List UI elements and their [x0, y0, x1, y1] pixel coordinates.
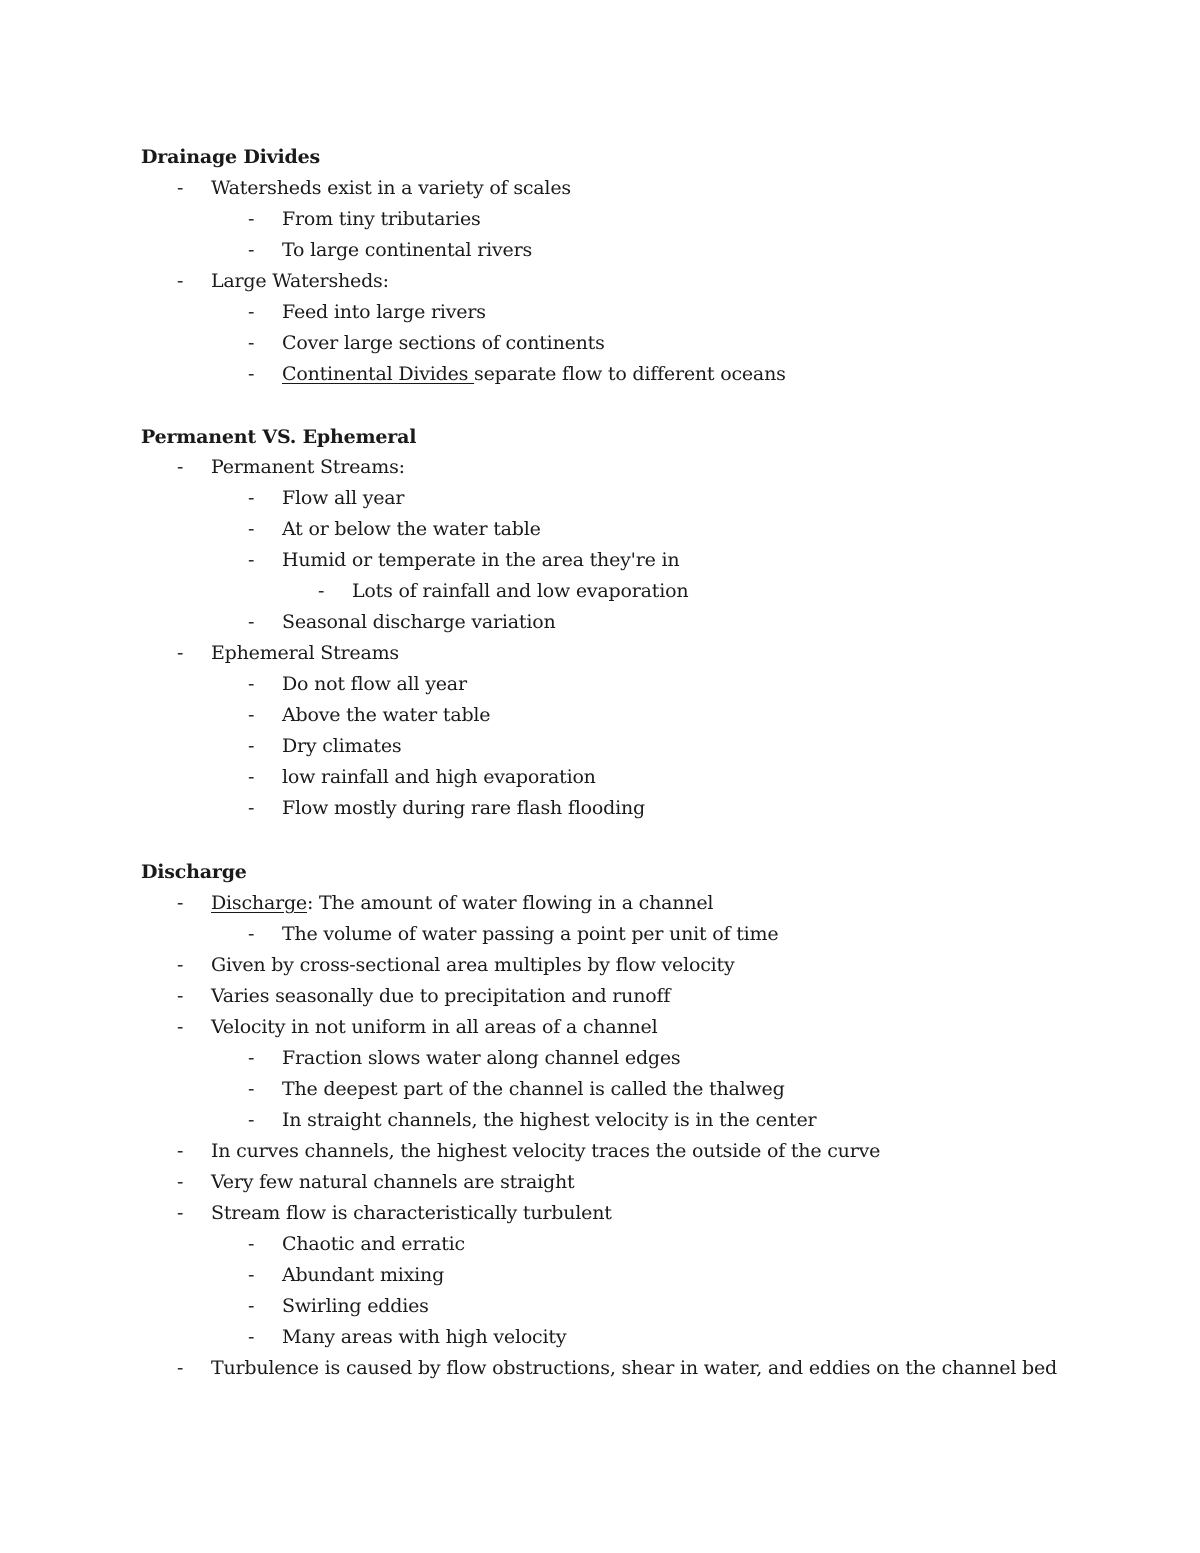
- list-item: [0, 796, 1200, 820]
- bullet-dash: -: [248, 301, 255, 323]
- list-item: [0, 517, 1200, 541]
- bullet-dash: -: [177, 642, 184, 664]
- list-item-text: Many areas with high velocity: [282, 1326, 567, 1348]
- list-item: [0, 579, 1200, 603]
- bullet-dash: -: [177, 1016, 184, 1038]
- bullet-dash: -: [248, 1233, 255, 1255]
- list-item-text: [211, 891, 713, 915]
- list-item: [0, 1139, 1200, 1163]
- list-item-text: Dry climates: [282, 735, 402, 757]
- list-item-text: Above the water table: [282, 704, 491, 726]
- list-item-text: Watersheds exist in a variety of scales: [211, 177, 571, 199]
- list-item: [0, 1263, 1200, 1287]
- list-item: [0, 922, 1200, 946]
- bullet-dash: -: [248, 549, 255, 571]
- list-item-text: From tiny tributaries: [282, 208, 481, 230]
- list-item: [0, 641, 1200, 665]
- bullet-dash: -: [177, 892, 184, 914]
- list-item-text: Varies seasonally due to precipitation and runoff: [211, 985, 671, 1007]
- bullet-dash: -: [177, 985, 184, 1007]
- list-item-text: Swirling eddies: [282, 1295, 429, 1317]
- list-item: [0, 1077, 1200, 1101]
- list-item: [0, 486, 1200, 510]
- bullet-dash: -: [248, 363, 255, 385]
- bullet-dash: -: [248, 1109, 255, 1131]
- bullet-dash: -: [177, 270, 184, 292]
- list-item-text: Ephemeral Streams: [211, 642, 399, 664]
- list-item: [0, 300, 1200, 324]
- list-item-text: Flow mostly during rare flash flooding: [282, 797, 645, 819]
- list-item: [0, 1294, 1200, 1318]
- bullet-dash: -: [248, 1047, 255, 1069]
- list-item: [0, 1108, 1200, 1132]
- bullet-dash: -: [177, 954, 184, 976]
- list-item-text: The deepest part of the channel is called the thalweg: [282, 1078, 785, 1100]
- bullet-dash: -: [248, 518, 255, 540]
- bullet-dash: -: [177, 1357, 184, 1379]
- list-item-text: Abundant mixing: [282, 1264, 445, 1286]
- list-item-text: Do not flow all year: [282, 673, 467, 695]
- list-item: [0, 176, 1200, 200]
- section-heading-discharge: Discharge: [141, 861, 247, 883]
- list-item: [0, 734, 1200, 758]
- list-item-text: Turbulence is caused by flow obstructions, shear in water, and eddies on the channel bed: [211, 1357, 1058, 1379]
- list-item: [0, 610, 1200, 634]
- list-item: [0, 1201, 1200, 1225]
- list-item-text: Chaotic and erratic: [282, 1233, 465, 1255]
- bullet-dash: -: [248, 797, 255, 819]
- list-item: [0, 672, 1200, 696]
- list-item: [0, 455, 1200, 479]
- list-item: [0, 269, 1200, 293]
- list-item-text: At or below the water table: [282, 518, 541, 540]
- term-definition: : The amount of water flowing in a channel: [306, 892, 714, 914]
- bullet-dash: -: [177, 1140, 184, 1162]
- bullet-dash: -: [248, 923, 255, 945]
- list-item-text: [282, 362, 786, 386]
- list-item: [0, 1232, 1200, 1256]
- bullet-dash: -: [318, 580, 325, 602]
- bullet-dash: -: [248, 735, 255, 757]
- list-item: [0, 1356, 1200, 1380]
- bullet-dash: -: [248, 239, 255, 261]
- list-item: [0, 953, 1200, 977]
- list-item: [0, 703, 1200, 727]
- list-item: [0, 331, 1200, 355]
- bullet-dash: -: [248, 1295, 255, 1317]
- list-item: [0, 984, 1200, 1008]
- bullet-dash: -: [248, 208, 255, 230]
- bullet-dash: -: [248, 487, 255, 509]
- list-item-text: low rainfall and high evaporation: [282, 766, 596, 788]
- bullet-dash: -: [248, 1078, 255, 1100]
- list-item: [0, 765, 1200, 789]
- bullet-dash: -: [177, 1202, 184, 1224]
- list-item-text: Velocity in not uniform in all areas of a channel: [211, 1016, 658, 1038]
- list-item-text: Large Watersheds:: [211, 270, 389, 292]
- bullet-dash: -: [248, 766, 255, 788]
- bullet-dash: -: [177, 1171, 184, 1193]
- list-item-text: The volume of water passing a point per unit of time: [282, 923, 779, 945]
- list-item-text: Lots of rainfall and low evaporation: [352, 580, 689, 602]
- bullet-dash: -: [248, 1264, 255, 1286]
- list-item: [0, 362, 1200, 386]
- bullet-dash: -: [177, 456, 184, 478]
- bullet-dash: -: [248, 704, 255, 726]
- list-item-text: Cover large sections of continents: [282, 332, 605, 354]
- list-item: [0, 238, 1200, 262]
- bullet-dash: -: [248, 611, 255, 633]
- list-item-text: In curves channels, the highest velocity traces the outside of the curve: [211, 1140, 881, 1162]
- section-heading-permanent-vs-ephemeral: Permanent VS. Ephemeral: [141, 426, 417, 448]
- list-item-text: Seasonal discharge variation: [282, 611, 556, 633]
- list-item-text: Very few natural channels are straight: [211, 1171, 575, 1193]
- list-item: [0, 1046, 1200, 1070]
- list-item-text: Humid or temperate in the area they're in: [282, 549, 680, 571]
- list-item: [0, 1015, 1200, 1039]
- list-item: [0, 548, 1200, 572]
- underlined-term: Continental Divides: [282, 363, 475, 385]
- term-definition: separate flow to different oceans: [474, 363, 786, 385]
- bullet-dash: -: [248, 332, 255, 354]
- list-item: [0, 1325, 1200, 1349]
- list-item-text: Feed into large rivers: [282, 301, 486, 323]
- list-item-text: To large continental rivers: [282, 239, 533, 261]
- bullet-dash: -: [248, 1326, 255, 1348]
- bullet-dash: -: [177, 177, 184, 199]
- list-item-text: Flow all year: [282, 487, 405, 509]
- list-item-text: In straight channels, the highest velocity is in the center: [282, 1109, 817, 1131]
- list-item: [0, 1170, 1200, 1194]
- list-item-text: Fraction slows water along channel edges: [282, 1047, 681, 1069]
- bullet-dash: -: [248, 673, 255, 695]
- list-item-text: Given by cross-sectional area multiples by flow velocity: [211, 954, 735, 976]
- list-item-text: Stream flow is characteristically turbulent: [211, 1202, 612, 1224]
- underlined-term: Discharge: [211, 892, 307, 914]
- list-item: [0, 207, 1200, 231]
- section-heading-drainage-divides: Drainage Divides: [141, 146, 320, 168]
- list-item: [0, 891, 1200, 915]
- list-item-text: Permanent Streams:: [211, 456, 405, 478]
